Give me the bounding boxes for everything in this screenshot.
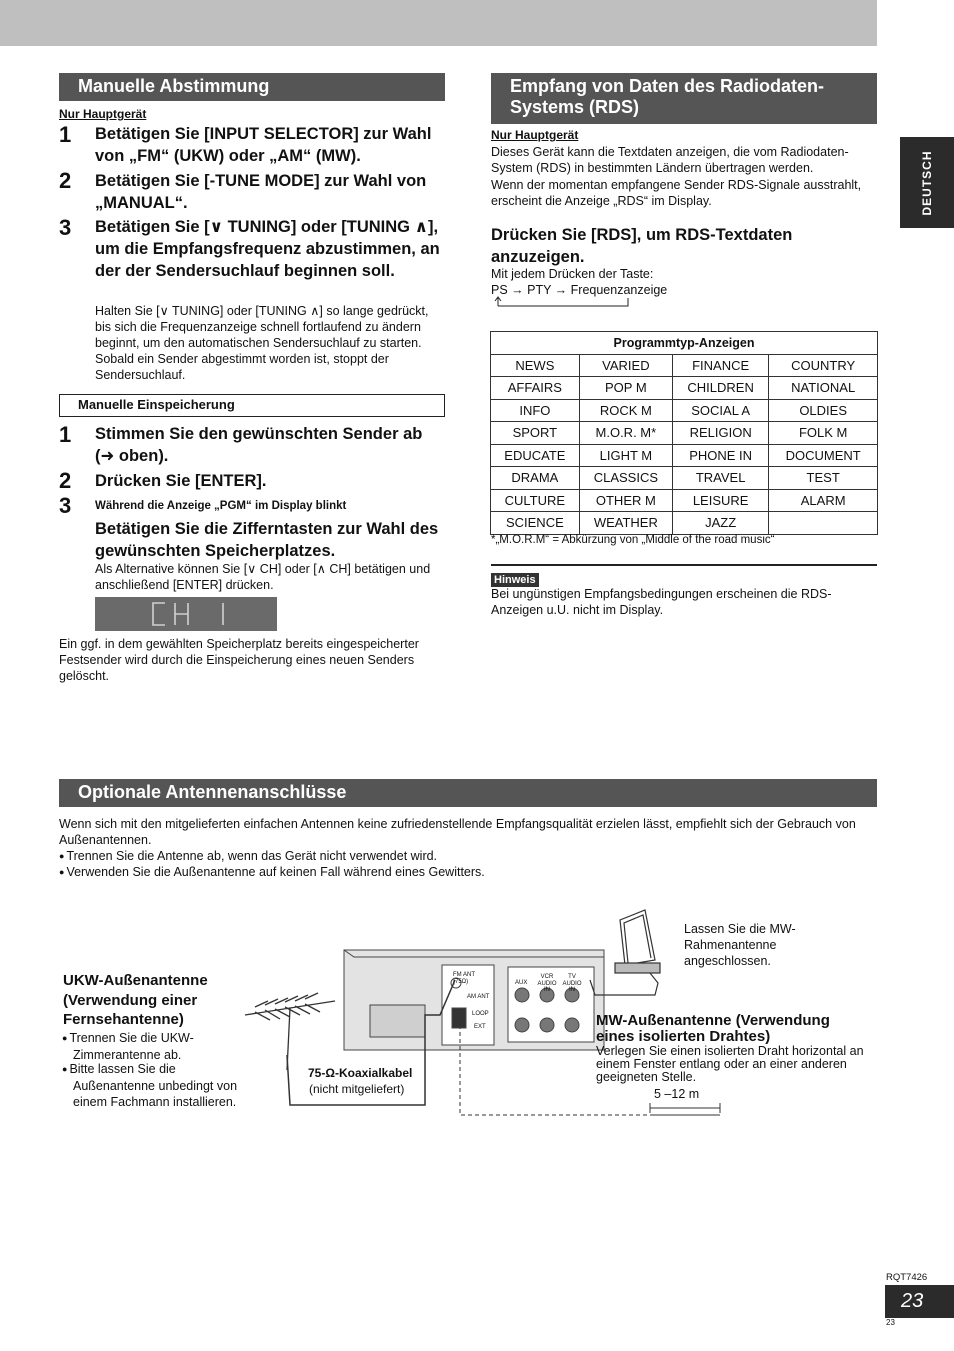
- step-text: Betätigen Sie [-TUNE MODE] zur Wahl von „MANUAL“.: [95, 172, 427, 212]
- table-cell: FOLK M: [769, 422, 878, 445]
- hint-badge: Hinweis: [491, 573, 539, 587]
- table-cell: AFFAIRS: [491, 377, 580, 400]
- ukw-bullet: ● Bitte lassen Sie die Außenantenne unbedingt von einem Fachmann installieren.: [59, 1061, 259, 1110]
- mw-loop-note: Lassen Sie die MW-Rahmenantenne angeschlossen.: [684, 922, 796, 968]
- page-number-small: 23: [886, 1318, 895, 1327]
- table-cell: NEWS: [491, 354, 580, 377]
- table-cell: COUNTRY: [769, 354, 878, 377]
- table-cell: CULTURE: [491, 489, 580, 512]
- coax-note: (nicht mitgeliefert): [309, 1082, 405, 1096]
- table-title: Programmtyp-Anzeigen: [491, 332, 878, 355]
- table-cell: SPORT: [491, 422, 580, 445]
- step-number: 3: [59, 493, 72, 518]
- display-segments: [95, 597, 277, 631]
- ukw-bullet: ● Trennen Sie die UKW-Zimmerantenne ab.: [59, 1030, 253, 1063]
- table-cell: ALARM: [769, 489, 878, 512]
- table-cell: DOCUMENT: [769, 444, 878, 467]
- table-row: [491, 399, 878, 422]
- table-row: [491, 354, 878, 377]
- table-row: [491, 467, 878, 490]
- antenna-bullet: ● Verwenden Sie die Außenantenne auf keinen Fall während eines Gewitters.: [59, 864, 485, 881]
- hint-text: Bei ungünstigen Empfangsbedingungen erscheinen die RDS-Anzeigen u.U. nicht im Display.: [491, 587, 832, 617]
- manual-preset-box: Manuelle Einspeicherung: [59, 394, 445, 417]
- table-cell: TRAVEL: [672, 467, 768, 490]
- table-cell: [769, 512, 878, 535]
- table-row: [491, 422, 878, 445]
- table-cell: M.O.R. M*: [579, 422, 672, 445]
- step-number: 3: [59, 215, 72, 240]
- table-cell: ROCK M: [579, 399, 672, 422]
- table-cell: PHONE IN: [672, 444, 768, 467]
- panel-label-tv: TV AUDIO IN: [562, 974, 582, 993]
- step-number: 2: [59, 168, 72, 193]
- step-note: Halten Sie [∨ TUNING] oder [TUNING ∧] so lange gedrückt, bis sich die Frequenzanzeige schnell fortlaufend zu ändern beginnt, um den automatischen Sendersuchlauf zu starten. Sobald ein Sender abgestimmt worden ist, stoppt der Sendersuchlauf.: [95, 304, 429, 382]
- panel-label-vcr: VCR AUDIO IN: [537, 974, 557, 993]
- table-cell: EDUCATE: [491, 444, 580, 467]
- mw-antenna-title: MW-Außenantenne (Verwendung eines isolierten Drahtes): [596, 1012, 830, 1045]
- top-bar: [0, 0, 877, 46]
- table-cell: OTHER M: [579, 489, 672, 512]
- table-cell: NATIONAL: [769, 377, 878, 400]
- page-number: 23: [885, 1285, 954, 1318]
- rds-sequence: PS → PTY → Frequenzanzeige: [491, 283, 668, 297]
- table-cell: FINANCE: [672, 354, 768, 377]
- table-cell: SOCIAL A: [672, 399, 768, 422]
- table-footnote: *„M.O.R.M“ = Abkürzung von „Middle of the road music“: [491, 534, 775, 546]
- step-number: 1: [59, 122, 72, 147]
- table-cell: WEATHER: [579, 512, 672, 535]
- overwrite-note: Ein ggf. in dem gewählten Speicherplatz bereits eingespeicherter Festsender wird durch die Einspeicherung eines neuen Senders gelöscht.: [59, 637, 419, 683]
- step-number: 2: [59, 468, 72, 493]
- table-cell: LEISURE: [672, 489, 768, 512]
- table-cell: INFO: [491, 399, 580, 422]
- panel-label-aux: AUX: [515, 980, 528, 986]
- tv-antenna: [245, 993, 335, 1070]
- table-cell: JAZZ: [672, 512, 768, 535]
- only-main-unit-label: Nur Hauptgerät: [491, 128, 579, 142]
- step-text: Stimmen Sie den gewünschten Sender ab (➜ oben).: [95, 425, 423, 465]
- table-row: [491, 489, 878, 512]
- table-cell: DRAMA: [491, 467, 580, 490]
- step-text: Betätigen Sie [INPUT SELECTOR] zur Wahl von „FM“ (UKW) oder „AM“ (MW).: [95, 125, 432, 165]
- panel-label-loop: LOOP: [472, 1011, 489, 1017]
- step-text: Drücken Sie [ENTER].: [95, 472, 267, 490]
- step-note: Als Alternative können Sie [∨ CH] oder [∧ CH] betätigen und anschließend [ENTER] drücken.: [95, 562, 431, 592]
- rds-intro-2: Wenn der momentan empfangene Sender RDS-Signale ausstrahlt, erscheint die Anzeige „RDS“ im Display.: [491, 178, 862, 208]
- table-cell: LIGHT M: [579, 444, 672, 467]
- step-text: Betätigen Sie [∨ TUNING] oder [TUNING ∧], um die Empfangsfrequenz abzustimmen, an der der Sendersuchlauf beginnen soll.: [95, 218, 440, 280]
- panel-label-fm-ohm: (75Ω): [453, 979, 469, 985]
- ukw-antenna-title: UKW-Außenantenne (Verwendung einer Fernsehantenne): [63, 972, 208, 1028]
- panel-label-fm: FM ANT: [453, 972, 475, 978]
- table-cell: POP M: [579, 377, 672, 400]
- mw-length-label: 5 –12 m: [654, 1087, 700, 1101]
- antenna-intro: Wenn sich mit den mitgelieferten einfachen Antennen keine zufriedenstellende Empfangsqualität erzielen lässt, empfiehlt sich der Gebrauch von Außenantennen.: [59, 817, 856, 847]
- length-ruler: [650, 1103, 720, 1115]
- table-cell: VARIED: [579, 354, 672, 377]
- panel-label-am: AM ANT: [467, 994, 490, 1000]
- antenna-bullet: ● Trennen Sie die Antenne ab, wenn das Gerät nicht verwendet wird.: [59, 848, 437, 865]
- divider: [491, 564, 877, 566]
- step-text: Betätigen Sie die Zifferntasten zur Wahl des gewünschten Speicherplatzes.: [95, 520, 439, 560]
- sequence-return-arrow: [494, 296, 634, 308]
- program-type-table: [490, 331, 878, 535]
- rds-intro: Dieses Gerät kann die Textdaten anzeigen, die vom Radiodaten-System (RDS) in bestimmten Ländern übertragen werden.: [491, 145, 849, 175]
- rds-each-press: Mit jedem Drücken der Taste:: [491, 267, 654, 281]
- document-code: RQT7426: [886, 1272, 928, 1283]
- step-subtext: Während die Anzeige „PGM“ im Display blinkt: [95, 500, 347, 512]
- language-tab: [900, 137, 954, 228]
- table-row: [491, 512, 878, 535]
- rds-press-instruction: Drücken Sie [RDS], um RDS-Textdaten anzuzeigen.: [491, 226, 793, 266]
- table-cell: CLASSICS: [579, 467, 672, 490]
- only-main-unit-label: Nur Hauptgerät: [59, 107, 147, 121]
- language-tab-label: DEUTSCH: [920, 149, 934, 216]
- table-cell: RELIGION: [672, 422, 768, 445]
- table-cell: SCIENCE: [491, 512, 580, 535]
- mw-antenna-text: Verlegen Sie einen isolierten Draht horizontal an einem Fenster entlang oder an einer anderen geeigneten Stelle.: [596, 1044, 864, 1084]
- section-title-antenna: Optionale Antennenanschlüsse: [59, 779, 877, 807]
- table-cell: CHILDREN: [672, 377, 768, 400]
- coax-label: 75-Ω-Koaxialkabel: [308, 1066, 413, 1080]
- section-title-manual: Manuelle Abstimmung: [59, 73, 445, 101]
- table-cell: TEST: [769, 467, 878, 490]
- table-row: [491, 444, 878, 467]
- table-cell: OLDIES: [769, 399, 878, 422]
- unit-rear-panel: [344, 950, 604, 1050]
- display-panel: [95, 597, 277, 631]
- table-row: [491, 377, 878, 400]
- step-number: 1: [59, 422, 72, 447]
- section-title-rds: Empfang von Daten des Radiodaten-Systems (RDS): [491, 73, 877, 124]
- panel-label-ext: EXT: [474, 1024, 486, 1030]
